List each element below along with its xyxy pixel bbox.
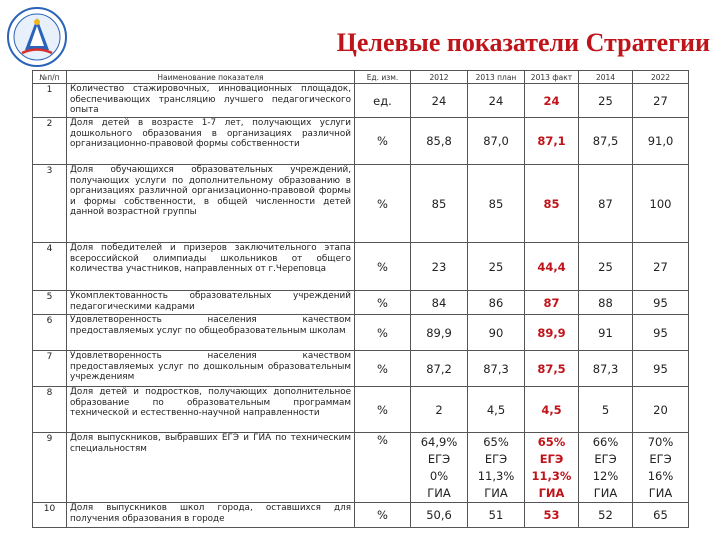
value-2012: 24: [411, 84, 468, 118]
value-2013-plan: 24: [468, 84, 525, 118]
value-2012: 2: [411, 387, 468, 433]
unit-cell: %: [355, 243, 411, 291]
value-2022: 95: [633, 291, 689, 315]
row-number: 3: [33, 165, 67, 243]
value-2013-fact: 53: [525, 503, 579, 528]
value-2022: 70% ЕГЭ 16% ГИА: [633, 433, 689, 503]
value-2022: 95: [633, 351, 689, 387]
value-2013-fact: 44,4: [525, 243, 579, 291]
unit-cell: %: [355, 165, 411, 243]
table-row: [33, 503, 689, 528]
value-2022: 20: [633, 387, 689, 433]
table-row: [33, 165, 689, 243]
value-2013-plan: 87,0: [468, 118, 525, 165]
value-2022: 27: [633, 243, 689, 291]
value-2014: 87,3: [579, 351, 633, 387]
value-2013-fact: 24: [525, 84, 579, 118]
value-2013-plan: 51: [468, 503, 525, 528]
value-2012: 84: [411, 291, 468, 315]
table-row: [33, 243, 689, 291]
value-2012: 50,6: [411, 503, 468, 528]
table-header-row: [33, 71, 689, 84]
unit-cell: %: [355, 503, 411, 528]
value-2012: 23: [411, 243, 468, 291]
unit-cell: %: [355, 433, 411, 503]
unit-cell: %: [355, 351, 411, 387]
indicator-name: Удовлетворенность населения качеством предоставляемых услуг по общеобразовательным школам: [67, 315, 355, 351]
indicators-table: [32, 70, 689, 528]
unit-cell: %: [355, 315, 411, 351]
unit-cell: %: [355, 291, 411, 315]
row-number: 9: [33, 433, 67, 503]
value-2013-plan: 85: [468, 165, 525, 243]
value-2022: 100: [633, 165, 689, 243]
row-number: 4: [33, 243, 67, 291]
column-header: Ед. изм.: [355, 71, 411, 84]
row-number: 1: [33, 84, 67, 118]
value-2022: 95: [633, 315, 689, 351]
value-2013-plan: 4,5: [468, 387, 525, 433]
indicator-name: Удовлетворенность населения качеством предоставляемых услуг по дошкольным образовательным учреждениям: [67, 351, 355, 387]
value-2014: 87,5: [579, 118, 633, 165]
row-number: 8: [33, 387, 67, 433]
value-2012: 85: [411, 165, 468, 243]
value-2013-fact: 65% ЕГЭ 11,3% ГИА: [525, 433, 579, 503]
row-number: 7: [33, 351, 67, 387]
table-row: [33, 387, 689, 433]
value-2013-plan: 25: [468, 243, 525, 291]
value-2013-fact: 87,5: [525, 351, 579, 387]
column-header: №п/п: [33, 71, 67, 84]
unit-cell: ед.: [355, 84, 411, 118]
indicator-name: Доля выпускников, выбравших ЕГЭ и ГИА по техническим специальностям: [67, 433, 355, 503]
indicator-name: Доля обучающихся образовательных учреждений, получающих услуги по дополнительному образованию в организациях различной организационно-правовой формы и формы собственности, в общей численности детей данной возрастной группы: [67, 165, 355, 243]
row-number: 5: [33, 291, 67, 315]
value-2014: 52: [579, 503, 633, 528]
value-2013-fact: 87,1: [525, 118, 579, 165]
value-2014: 66% ЕГЭ 12% ГИА: [579, 433, 633, 503]
unit-cell: %: [355, 118, 411, 165]
column-header: 2014: [579, 71, 633, 84]
value-2013-plan: 65% ЕГЭ 11,3% ГИА: [468, 433, 525, 503]
value-2013-fact: 89,9: [525, 315, 579, 351]
table-row: [33, 291, 689, 315]
indicator-name: Доля детей и подростков, получающих дополнительное образование по образовательным программам технической и естественно-научной направленности: [67, 387, 355, 433]
value-2013-plan: 86: [468, 291, 525, 315]
value-2014: 91: [579, 315, 633, 351]
row-number: 6: [33, 315, 67, 351]
row-number: 2: [33, 118, 67, 165]
column-header: Наименование показателя: [67, 71, 355, 84]
value-2012: 85,8: [411, 118, 468, 165]
value-2012: 89,9: [411, 315, 468, 351]
table-row: [33, 84, 689, 118]
value-2014: 87: [579, 165, 633, 243]
column-header: 2022: [633, 71, 689, 84]
value-2012: 64,9% ЕГЭ 0% ГИА: [411, 433, 468, 503]
value-2013-fact: 4,5: [525, 387, 579, 433]
value-2013-plan: 90: [468, 315, 525, 351]
value-2022: 65: [633, 503, 689, 528]
value-2014: 5: [579, 387, 633, 433]
row-number: 10: [33, 503, 67, 528]
column-header: 2013 план: [468, 71, 525, 84]
unit-cell: %: [355, 387, 411, 433]
value-2014: 88: [579, 291, 633, 315]
value-2014: 25: [579, 84, 633, 118]
table-row: [33, 118, 689, 165]
indicator-name: Укомплектованность образовательных учреждений педагогическими кадрами: [67, 291, 355, 315]
education-emblem-icon: [6, 6, 68, 68]
table-row: [33, 351, 689, 387]
value-2014: 25: [579, 243, 633, 291]
indicator-name: Доля выпускников школ города, оставшихся для получения образования в городе: [67, 503, 355, 528]
table-row: [33, 315, 689, 351]
value-2013-plan: 87,3: [468, 351, 525, 387]
value-2012: 87,2: [411, 351, 468, 387]
indicator-name: Количество стажировочных, инновационных площадок, обеспечивающих трансляцию лучшего педагогического опыта: [67, 84, 355, 118]
value-2022: 27: [633, 84, 689, 118]
value-2013-fact: 87: [525, 291, 579, 315]
page-title: Целевые показатели Стратегии: [336, 28, 710, 57]
column-header: 2012: [411, 71, 468, 84]
table-row: [33, 433, 689, 503]
value-2022: 91,0: [633, 118, 689, 165]
column-header: 2013 факт: [525, 71, 579, 84]
value-2013-fact: 85: [525, 165, 579, 243]
indicator-name: Доля победителей и призеров заключительного этапа всероссийской олимпиады школьников от общего количества участников, направленных от г.Череповца: [67, 243, 355, 291]
indicator-name: Доля детей в возрасте 1-7 лет, получающих услуги дошкольного образования в организациях различной организационно-правовой формы собственности: [67, 118, 355, 165]
